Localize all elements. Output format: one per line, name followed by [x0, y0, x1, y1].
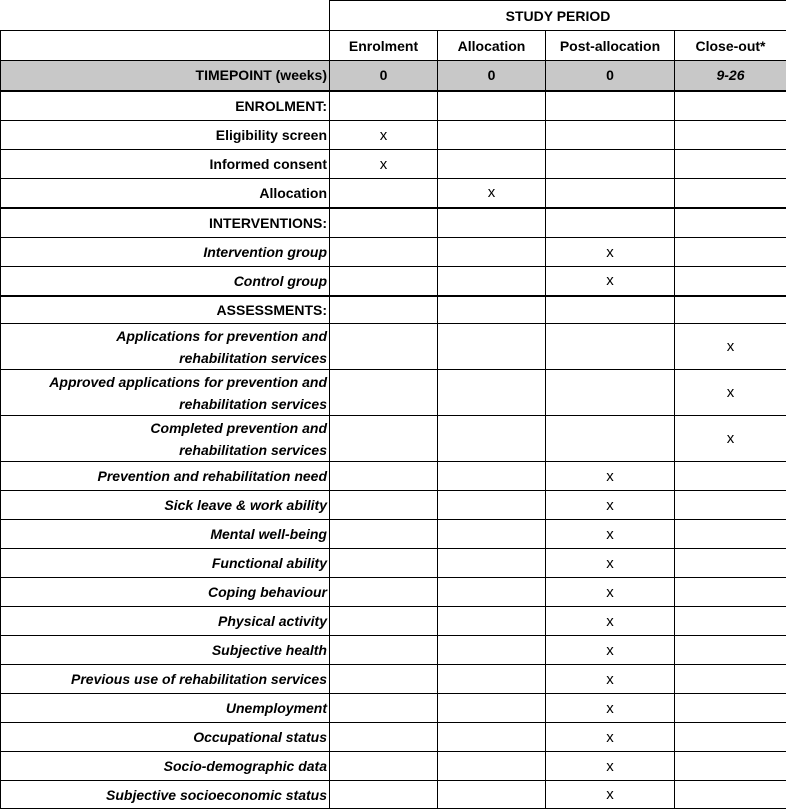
mark-cell [438, 491, 546, 520]
row-label: Approved applications for prevention and rehabilitation services [1, 370, 330, 416]
mark-cell [330, 549, 438, 578]
column-header-enrolment: Enrolment [330, 31, 438, 61]
mark-cell [546, 150, 675, 179]
mark-cell [675, 694, 786, 723]
mark-cell [675, 150, 786, 179]
mark-cell [438, 781, 546, 809]
mark-cell: x [330, 121, 438, 150]
row-label: Sick leave & work ability [1, 491, 330, 520]
mark-cell [438, 121, 546, 150]
mark-cell [675, 179, 786, 208]
mark-cell [438, 694, 546, 723]
mark-cell [330, 324, 438, 370]
mark-cell [330, 694, 438, 723]
mark-cell [330, 238, 438, 267]
column-header-post-allocation: Post-allocation [546, 31, 675, 61]
mark-cell: x [546, 752, 675, 781]
timepoint-value: 0 [330, 61, 438, 91]
mark-cell: x [546, 607, 675, 636]
mark-cell: x [546, 520, 675, 549]
mark-cell [438, 752, 546, 781]
mark-cell: x [546, 267, 675, 296]
mark-cell [438, 665, 546, 694]
section-heading-interventions: INTERVENTIONS: [1, 208, 330, 238]
row-label: Socio-demographic data [1, 752, 330, 781]
mark-cell: x [546, 238, 675, 267]
mark-cell [675, 267, 786, 296]
mark-cell: x [546, 636, 675, 665]
mark-cell: x [675, 324, 786, 370]
mark-cell [438, 520, 546, 549]
row-label: Intervention group [1, 238, 330, 267]
mark-cell [438, 549, 546, 578]
row-label: Physical activity [1, 607, 330, 636]
mark-cell [330, 636, 438, 665]
mark-cell [675, 578, 786, 607]
mark-cell: x [675, 416, 786, 462]
mark-cell [675, 549, 786, 578]
timepoint-label: TIMEPOINT (weeks) [1, 61, 330, 91]
section-heading-enrolment: ENROLMENT: [1, 91, 330, 121]
study-period-header: STUDY PERIOD [330, 1, 786, 31]
row-label: Allocation [1, 179, 330, 208]
mark-cell: x [546, 462, 675, 491]
mark-cell [330, 491, 438, 520]
mark-cell [675, 723, 786, 752]
section-heading-assessments: ASSESSMENTS: [1, 296, 330, 324]
mark-cell [438, 636, 546, 665]
mark-cell [330, 607, 438, 636]
row-label: Completed prevention and rehabilitation services [1, 416, 330, 462]
mark-cell [675, 462, 786, 491]
mark-cell: x [546, 549, 675, 578]
mark-cell [330, 267, 438, 296]
mark-cell [438, 370, 546, 416]
mark-cell: x [546, 665, 675, 694]
mark-cell: x [330, 150, 438, 179]
mark-cell [546, 121, 675, 150]
mark-cell: x [675, 370, 786, 416]
mark-cell [438, 267, 546, 296]
mark-cell [330, 179, 438, 208]
mark-cell [546, 416, 675, 462]
mark-cell [438, 238, 546, 267]
column-header-close-out: Close-out* [675, 31, 786, 61]
row-label: Subjective socioeconomic status [1, 781, 330, 809]
mark-cell: x [438, 179, 546, 208]
mark-cell [675, 636, 786, 665]
mark-cell: x [546, 781, 675, 809]
timepoint-value: 0 [546, 61, 675, 91]
row-label: Informed consent [1, 150, 330, 179]
mark-cell [675, 121, 786, 150]
corner-cell [1, 1, 330, 31]
mark-cell [330, 520, 438, 549]
mark-cell [546, 324, 675, 370]
mark-cell [675, 781, 786, 809]
row-label: Functional ability [1, 549, 330, 578]
mark-cell [330, 462, 438, 491]
mark-cell [330, 781, 438, 809]
mark-cell [438, 150, 546, 179]
row-label: Applications for prevention and rehabilitation services [1, 324, 330, 370]
mark-cell [675, 665, 786, 694]
column-header-allocation: Allocation [438, 31, 546, 61]
mark-cell [675, 752, 786, 781]
mark-cell [675, 520, 786, 549]
mark-cell [438, 324, 546, 370]
timepoint-value: 9-26 [675, 61, 786, 91]
row-label: Previous use of rehabilitation services [1, 665, 330, 694]
mark-cell [330, 752, 438, 781]
mark-cell [330, 665, 438, 694]
mark-cell [330, 416, 438, 462]
mark-cell [546, 179, 675, 208]
mark-cell: x [546, 723, 675, 752]
mark-cell [675, 238, 786, 267]
row-label: Coping behaviour [1, 578, 330, 607]
mark-cell [438, 578, 546, 607]
mark-cell: x [546, 694, 675, 723]
row-label: Mental well-being [1, 520, 330, 549]
row-label: Prevention and rehabilitation need [1, 462, 330, 491]
row-label: Control group [1, 267, 330, 296]
row-label: Unemployment [1, 694, 330, 723]
row-label: Occupational status [1, 723, 330, 752]
mark-cell [438, 462, 546, 491]
row-label: Eligibility screen [1, 121, 330, 150]
mark-cell [438, 416, 546, 462]
mark-cell [330, 370, 438, 416]
mark-cell: x [546, 491, 675, 520]
mark-cell [675, 607, 786, 636]
mark-cell [675, 491, 786, 520]
mark-cell [438, 723, 546, 752]
row-label: Subjective health [1, 636, 330, 665]
mark-cell [330, 578, 438, 607]
timepoint-value: 0 [438, 61, 546, 91]
mark-cell [546, 370, 675, 416]
mark-cell [438, 607, 546, 636]
header-label-cell [1, 31, 330, 61]
mark-cell: x [546, 578, 675, 607]
mark-cell [330, 723, 438, 752]
